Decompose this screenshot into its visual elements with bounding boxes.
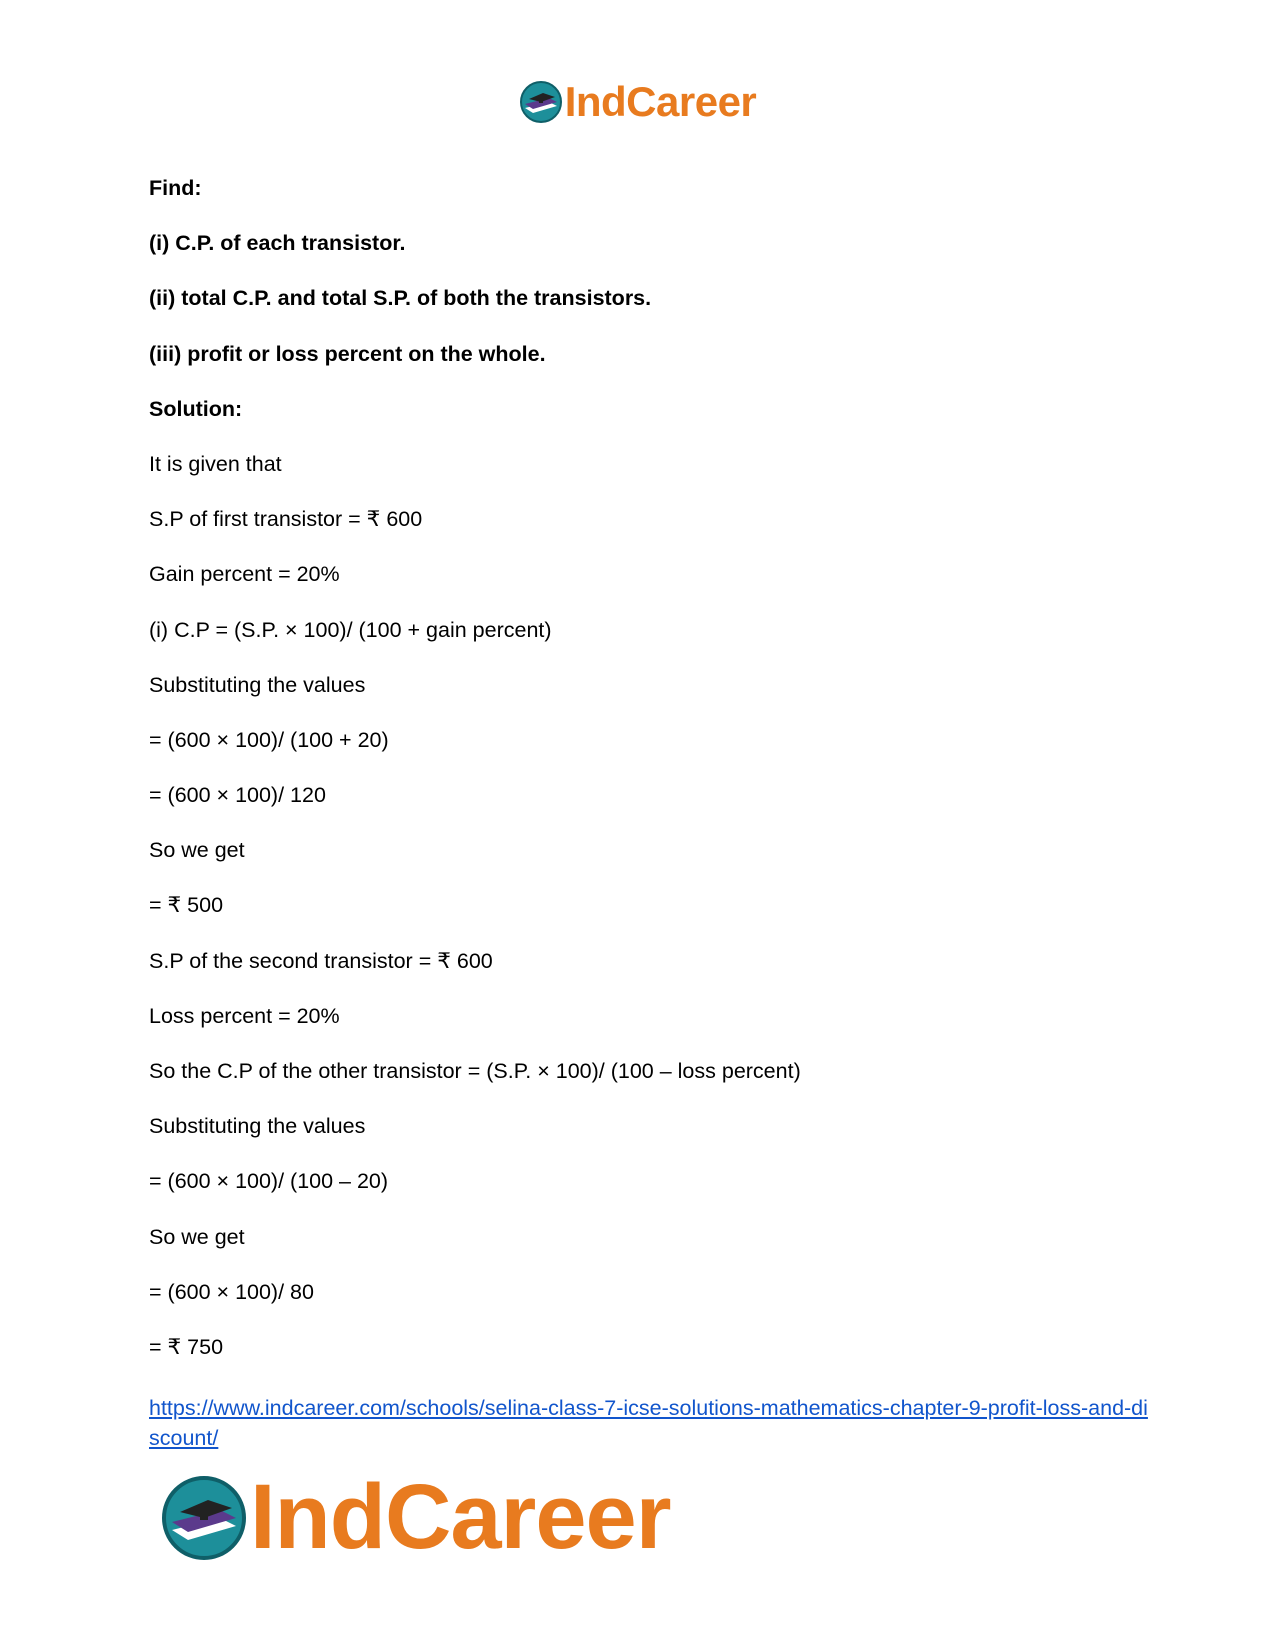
text-line: = ₹ 500: [149, 893, 224, 918]
text-line: S.P of the second transistor = ₹ 600: [149, 948, 493, 973]
heading-line: Solution:: [149, 396, 243, 421]
text-line: So the C.P of the other transistor = (S.P. × 100)/ (100 – loss percent): [149, 1059, 801, 1083]
globe-books-icon: [160, 1474, 248, 1562]
heading-line: (i) C.P. of each transistor.: [149, 231, 406, 256]
indcareer-logo-large: [160, 1465, 671, 1570]
text-line: (i) C.P = (S.P. × 100)/ (100 + gain percent): [149, 617, 552, 642]
text-line: Substituting the values: [149, 1114, 366, 1139]
text-line: So we get: [149, 838, 245, 863]
logo-text: IndCareer: [250, 1466, 671, 1568]
text-line: = (600 × 100)/ 80: [149, 1279, 314, 1304]
text-line: Loss percent = 20%: [149, 1003, 340, 1028]
header-logo: [0, 78, 1275, 126]
indcareer-logo: [519, 78, 757, 126]
logo-text: IndCareer: [564, 78, 757, 125]
footer-logo: [160, 1465, 671, 1570]
text-line: Substituting the values: [149, 672, 366, 697]
text-line: = (600 × 100)/ 120: [149, 783, 326, 808]
source-link[interactable]: https://www.indcareer.com/schools/selina-class-7-icse-solutions-mathematics-chapter-9-profit-loss-and-discount/: [149, 1396, 1148, 1450]
text-line: S.P of first transistor = ₹ 600: [149, 507, 423, 532]
text-line: Gain percent = 20%: [149, 562, 340, 587]
heading-line: (ii) total C.P. and total S.P. of both the transistors.: [149, 286, 652, 311]
text-line: = ₹ 750: [149, 1334, 224, 1359]
text-line: It is given that: [149, 451, 282, 476]
text-line: = (600 × 100)/ (100 – 20): [149, 1169, 389, 1194]
text-line: = (600 × 100)/ (100 + 20): [149, 727, 389, 752]
heading-line: (iii) profit or loss percent on the whole.: [149, 341, 546, 366]
heading-line: Find:: [149, 176, 202, 200]
document-body: [149, 176, 1149, 1390]
text-line: So we get: [149, 1224, 245, 1249]
globe-books-icon: [519, 80, 563, 124]
